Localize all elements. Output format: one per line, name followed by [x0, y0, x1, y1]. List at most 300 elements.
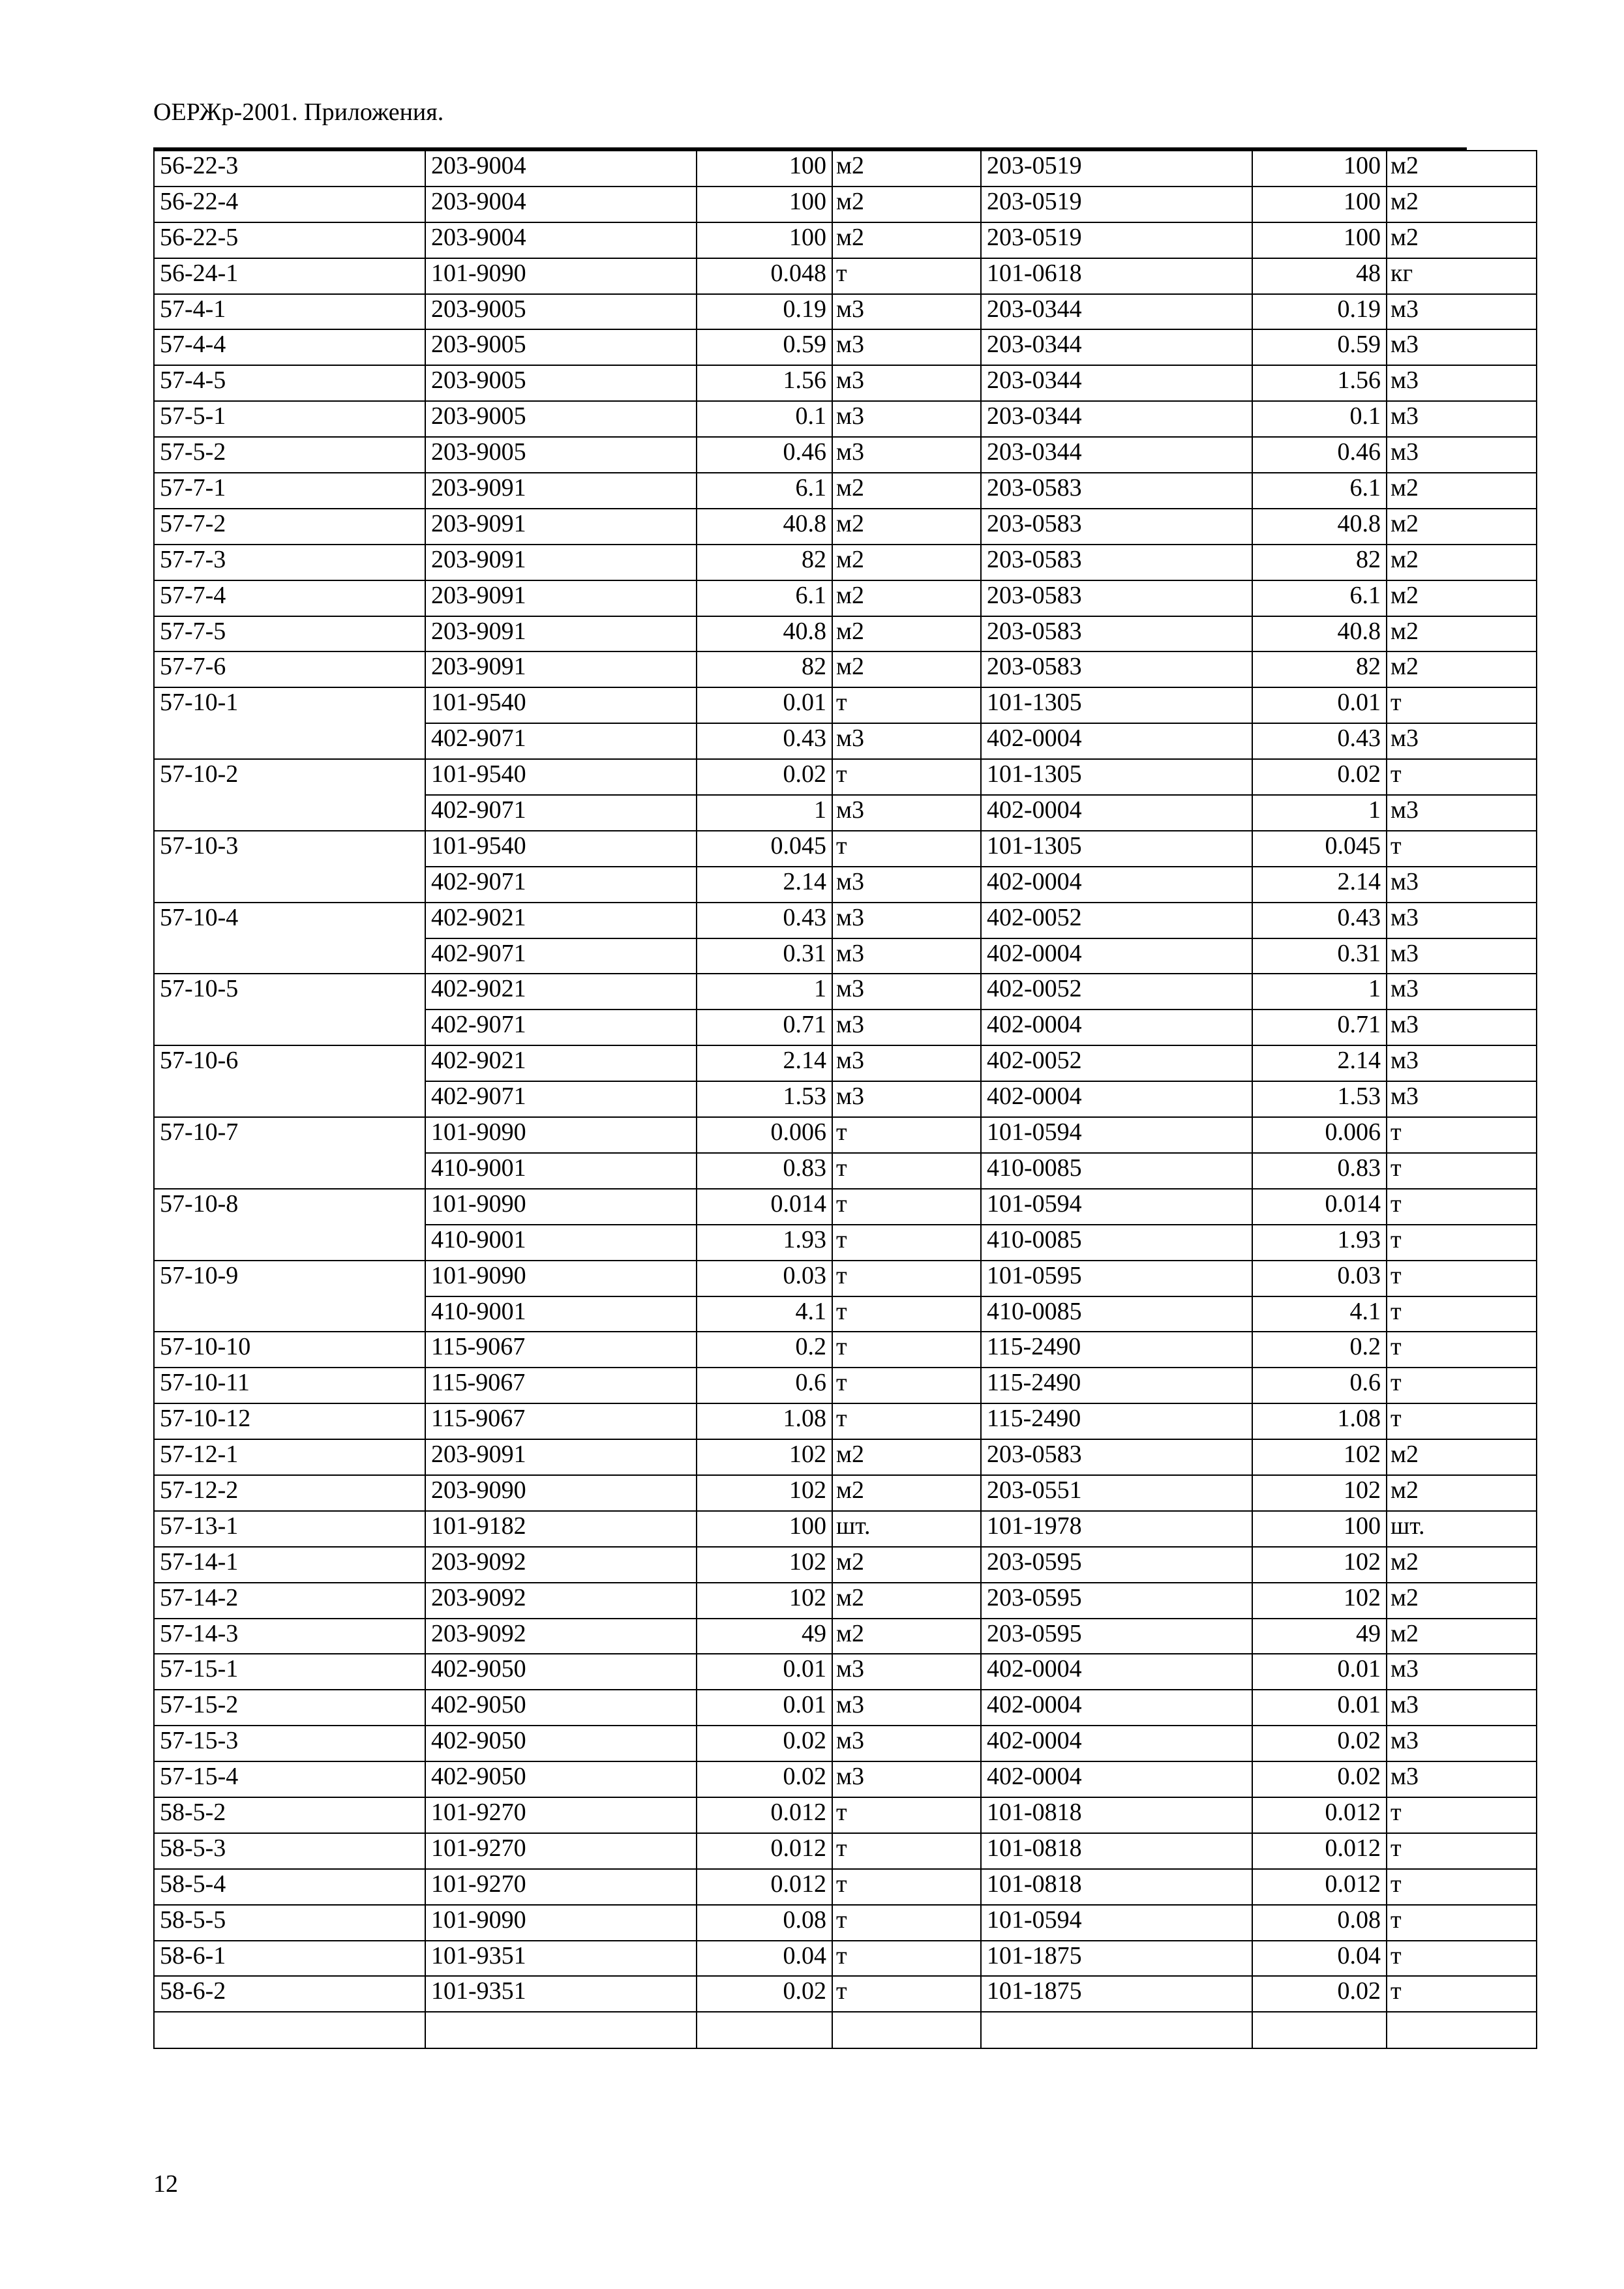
new-qty-cell: 102 [1252, 1547, 1387, 1583]
table-row [154, 651, 1537, 687]
new-code-cell: 115-2490 [981, 1332, 1252, 1368]
old-qty-cell: 102 [697, 1583, 832, 1619]
table-row [154, 1117, 1537, 1153]
empty-cell [981, 2012, 1252, 2048]
new-code-cell: 101-0818 [981, 1797, 1252, 1833]
old-qty-cell: 0.02 [697, 1761, 832, 1797]
new-code-cell: 101-1875 [981, 1976, 1252, 2012]
old-code-cell: 203-9091 [425, 651, 697, 687]
new-unit-cell: т [1387, 1869, 1537, 1905]
old-qty-cell: 1.53 [697, 1081, 832, 1117]
empty-cell [1387, 2012, 1537, 2048]
old-qty-cell: 0.6 [697, 1368, 832, 1403]
norm-code-cell: 57-10-9 [154, 1261, 425, 1332]
table-row [154, 1403, 1537, 1439]
old-qty-cell: 100 [697, 151, 832, 187]
old-qty-cell: 82 [697, 545, 832, 580]
old-qty-cell: 100 [697, 187, 832, 222]
norm-code-cell: 57-10-10 [154, 1332, 425, 1368]
old-unit-cell: т [832, 1941, 981, 1977]
new-qty-cell: 6.1 [1252, 473, 1387, 509]
new-unit-cell: шт. [1387, 1511, 1537, 1547]
new-qty-cell: 0.03 [1252, 1261, 1387, 1296]
new-code-cell: 402-0004 [981, 723, 1252, 759]
table-row [154, 1905, 1537, 1941]
new-qty-cell: 0.43 [1252, 903, 1387, 938]
old-unit-cell: м3 [832, 1726, 981, 1761]
old-unit-cell: т [832, 258, 981, 294]
old-unit-cell: м3 [832, 1045, 981, 1081]
old-code-cell: 402-9071 [425, 795, 697, 831]
old-unit-cell: т [832, 831, 981, 867]
old-unit-cell: м2 [832, 473, 981, 509]
old-qty-cell: 0.19 [697, 294, 832, 330]
old-unit-cell: м2 [832, 616, 981, 652]
new-qty-cell: 0.01 [1252, 1690, 1387, 1726]
new-qty-cell: 0.1 [1252, 401, 1387, 437]
new-code-cell: 410-0085 [981, 1225, 1252, 1261]
old-qty-cell: 49 [697, 1619, 832, 1654]
new-code-cell: 101-0594 [981, 1117, 1252, 1153]
new-unit-cell: м2 [1387, 1619, 1537, 1654]
new-qty-cell: 0.83 [1252, 1153, 1387, 1189]
old-qty-cell: 4.1 [697, 1296, 832, 1332]
norm-code-cell: 56-22-3 [154, 151, 425, 187]
table-row [154, 687, 1537, 723]
new-unit-cell: м2 [1387, 651, 1537, 687]
new-unit-cell: м3 [1387, 1010, 1537, 1045]
new-unit-cell: м2 [1387, 1583, 1537, 1619]
old-code-cell: 115-9067 [425, 1403, 697, 1439]
new-code-cell: 402-0004 [981, 1726, 1252, 1761]
new-unit-cell: м3 [1387, 1045, 1537, 1081]
new-code-cell: 203-0519 [981, 222, 1252, 258]
norm-code-cell: 57-14-3 [154, 1619, 425, 1654]
table-row [154, 1439, 1537, 1475]
table-row [154, 437, 1537, 473]
old-code-cell: 410-9001 [425, 1296, 697, 1332]
new-code-cell: 410-0085 [981, 1153, 1252, 1189]
old-qty-cell: 102 [697, 1439, 832, 1475]
old-code-cell: 203-9090 [425, 1475, 697, 1511]
norm-code-cell: 57-4-1 [154, 294, 425, 330]
new-unit-cell: м2 [1387, 187, 1537, 222]
new-unit-cell: м2 [1387, 509, 1537, 545]
table-row [154, 1368, 1537, 1403]
new-qty-cell: 82 [1252, 651, 1387, 687]
old-qty-cell: 6.1 [697, 473, 832, 509]
table-row [154, 1761, 1537, 1797]
new-code-cell: 101-0618 [981, 258, 1252, 294]
new-code-cell: 402-0004 [981, 1761, 1252, 1797]
norm-code-cell: 56-24-1 [154, 258, 425, 294]
old-qty-cell: 102 [697, 1475, 832, 1511]
new-unit-cell: м3 [1387, 795, 1537, 831]
new-code-cell: 402-0004 [981, 1690, 1252, 1726]
norm-code-cell: 57-15-2 [154, 1690, 425, 1726]
old-code-cell: 203-9091 [425, 616, 697, 652]
new-qty-cell: 0.012 [1252, 1797, 1387, 1833]
new-unit-cell: т [1387, 1941, 1537, 1977]
new-unit-cell: т [1387, 1833, 1537, 1869]
new-code-cell: 101-0818 [981, 1869, 1252, 1905]
norm-code-cell: 57-10-2 [154, 759, 425, 831]
table-row [154, 1726, 1537, 1761]
norm-code-cell: 57-7-5 [154, 616, 425, 652]
old-qty-cell: 0.31 [697, 938, 832, 974]
new-code-cell: 203-0583 [981, 473, 1252, 509]
norm-code-cell: 57-7-3 [154, 545, 425, 580]
new-code-cell: 203-0583 [981, 616, 1252, 652]
new-qty-cell: 0.01 [1252, 687, 1387, 723]
new-code-cell: 203-0344 [981, 365, 1252, 401]
new-qty-cell: 1.93 [1252, 1225, 1387, 1261]
old-unit-cell: м2 [832, 545, 981, 580]
old-unit-cell: м2 [832, 1475, 981, 1511]
norm-code-cell: 57-13-1 [154, 1511, 425, 1547]
old-code-cell: 203-9005 [425, 294, 697, 330]
new-code-cell: 203-0583 [981, 545, 1252, 580]
new-code-cell: 402-0052 [981, 1045, 1252, 1081]
new-code-cell: 402-0004 [981, 1010, 1252, 1045]
old-code-cell: 402-9071 [425, 723, 697, 759]
old-qty-cell: 0.03 [697, 1261, 832, 1296]
old-code-cell: 410-9001 [425, 1153, 697, 1189]
new-unit-cell: м3 [1387, 1761, 1537, 1797]
norm-code-cell: 57-14-2 [154, 1583, 425, 1619]
old-unit-cell: т [832, 687, 981, 723]
old-unit-cell: т [832, 1833, 981, 1869]
new-qty-cell: 40.8 [1252, 616, 1387, 652]
old-code-cell: 402-9071 [425, 1081, 697, 1117]
new-code-cell: 101-1305 [981, 759, 1252, 795]
norm-code-cell: 57-7-2 [154, 509, 425, 545]
new-qty-cell: 0.19 [1252, 294, 1387, 330]
old-unit-cell: т [832, 759, 981, 795]
table-row [154, 1619, 1537, 1654]
table-row [154, 1976, 1537, 2012]
old-code-cell: 101-9540 [425, 759, 697, 795]
new-unit-cell: м3 [1387, 294, 1537, 330]
table-row [154, 473, 1537, 509]
new-qty-cell: 48 [1252, 258, 1387, 294]
old-code-cell: 203-9091 [425, 473, 697, 509]
old-qty-cell: 0.2 [697, 1332, 832, 1368]
old-unit-cell: м3 [832, 867, 981, 903]
old-unit-cell: т [832, 1403, 981, 1439]
old-code-cell: 101-9090 [425, 1189, 697, 1225]
old-qty-cell: 0.71 [697, 1010, 832, 1045]
old-qty-cell: 0.1 [697, 401, 832, 437]
old-code-cell: 203-9004 [425, 151, 697, 187]
new-unit-cell: т [1387, 831, 1537, 867]
old-code-cell: 402-9050 [425, 1690, 697, 1726]
old-code-cell: 402-9021 [425, 974, 697, 1010]
old-qty-cell: 1 [697, 795, 832, 831]
old-code-cell: 203-9091 [425, 509, 697, 545]
old-code-cell: 402-9071 [425, 938, 697, 974]
table-row [154, 1690, 1537, 1726]
norm-code-cell: 58-5-5 [154, 1905, 425, 1941]
table-row [154, 187, 1537, 222]
old-unit-cell: м2 [832, 1583, 981, 1619]
old-unit-cell: м3 [832, 401, 981, 437]
empty-cell [832, 2012, 981, 2048]
new-code-cell: 101-0595 [981, 1261, 1252, 1296]
old-qty-cell: 0.02 [697, 759, 832, 795]
old-qty-cell: 100 [697, 222, 832, 258]
table-row [154, 258, 1537, 294]
norm-code-cell: 57-10-8 [154, 1189, 425, 1261]
new-unit-cell: м3 [1387, 329, 1537, 365]
new-code-cell: 203-0583 [981, 1439, 1252, 1475]
new-unit-cell: т [1387, 1117, 1537, 1153]
old-qty-cell: 2.14 [697, 867, 832, 903]
new-unit-cell: т [1387, 1296, 1537, 1332]
old-unit-cell: т [832, 1296, 981, 1332]
new-unit-cell: м2 [1387, 616, 1537, 652]
old-unit-cell: т [832, 1261, 981, 1296]
new-code-cell: 115-2490 [981, 1368, 1252, 1403]
old-code-cell: 203-9005 [425, 365, 697, 401]
old-code-cell: 203-9092 [425, 1547, 697, 1583]
old-qty-cell: 0.46 [697, 437, 832, 473]
norm-code-cell: 58-6-2 [154, 1976, 425, 2012]
new-code-cell: 101-1305 [981, 831, 1252, 867]
old-code-cell: 203-9092 [425, 1619, 697, 1654]
norm-code-cell: 57-7-1 [154, 473, 425, 509]
old-qty-cell: 0.01 [697, 1690, 832, 1726]
new-unit-cell: м2 [1387, 1475, 1537, 1511]
new-qty-cell: 0.02 [1252, 1761, 1387, 1797]
new-code-cell: 203-0595 [981, 1619, 1252, 1654]
old-unit-cell: м2 [832, 509, 981, 545]
new-unit-cell: м3 [1387, 1690, 1537, 1726]
old-unit-cell: м3 [832, 1761, 981, 1797]
table-row [154, 1189, 1537, 1225]
old-qty-cell: 6.1 [697, 580, 832, 616]
norm-code-cell: 58-5-2 [154, 1797, 425, 1833]
old-qty-cell: 82 [697, 651, 832, 687]
new-unit-cell: м3 [1387, 1081, 1537, 1117]
empty-cell [425, 2012, 697, 2048]
new-code-cell: 203-0583 [981, 651, 1252, 687]
table-row [154, 1511, 1537, 1547]
old-unit-cell: т [832, 1869, 981, 1905]
old-unit-cell: т [832, 1225, 981, 1261]
new-code-cell: 402-0052 [981, 903, 1252, 938]
old-qty-cell: 1.08 [697, 1403, 832, 1439]
page-header: ОЕРЖр-2001. Приложения. [153, 98, 444, 126]
old-qty-cell: 1.93 [697, 1225, 832, 1261]
old-code-cell: 203-9091 [425, 1439, 697, 1475]
new-code-cell: 203-0519 [981, 187, 1252, 222]
new-unit-cell: т [1387, 1976, 1537, 2012]
new-unit-cell: м3 [1387, 365, 1537, 401]
table-row [154, 294, 1537, 330]
old-qty-cell: 0.08 [697, 1905, 832, 1941]
old-unit-cell: м3 [832, 1654, 981, 1690]
old-code-cell: 101-9090 [425, 258, 697, 294]
resource-mapping-table [153, 150, 1537, 2049]
old-qty-cell: 0.006 [697, 1117, 832, 1153]
new-qty-cell: 1.56 [1252, 365, 1387, 401]
table-row [154, 545, 1537, 580]
norm-code-cell: 58-6-1 [154, 1941, 425, 1977]
new-unit-cell: т [1387, 1403, 1537, 1439]
old-unit-cell: м3 [832, 437, 981, 473]
norm-code-cell: 57-10-1 [154, 687, 425, 759]
norm-code-cell: 57-10-12 [154, 1403, 425, 1439]
old-qty-cell: 0.048 [697, 258, 832, 294]
new-qty-cell: 0.014 [1252, 1189, 1387, 1225]
table-row [154, 509, 1537, 545]
new-unit-cell: т [1387, 687, 1537, 723]
norm-code-cell: 57-15-4 [154, 1761, 425, 1797]
new-unit-cell: м2 [1387, 1547, 1537, 1583]
new-code-cell: 101-0818 [981, 1833, 1252, 1869]
table-row [154, 1261, 1537, 1296]
new-code-cell: 203-0551 [981, 1475, 1252, 1511]
old-unit-cell: т [832, 1189, 981, 1225]
norm-code-cell: 57-5-1 [154, 401, 425, 437]
old-code-cell: 101-9351 [425, 1976, 697, 2012]
old-unit-cell: т [832, 1976, 981, 2012]
new-code-cell: 203-0583 [981, 509, 1252, 545]
new-qty-cell: 102 [1252, 1583, 1387, 1619]
new-unit-cell: т [1387, 1189, 1537, 1225]
page-number: 12 [153, 2170, 178, 2198]
new-code-cell: 101-0594 [981, 1905, 1252, 1941]
old-code-cell: 101-9351 [425, 1941, 697, 1977]
old-unit-cell: м3 [832, 1010, 981, 1045]
old-unit-cell: м2 [832, 651, 981, 687]
new-code-cell: 115-2490 [981, 1403, 1252, 1439]
old-code-cell: 101-9270 [425, 1833, 697, 1869]
new-unit-cell: т [1387, 1261, 1537, 1296]
empty-table-row [154, 2012, 1537, 2048]
table-row [154, 329, 1537, 365]
new-code-cell: 402-0004 [981, 795, 1252, 831]
new-qty-cell: 0.43 [1252, 723, 1387, 759]
old-code-cell: 101-9090 [425, 1905, 697, 1941]
old-qty-cell: 40.8 [697, 509, 832, 545]
old-unit-cell: т [832, 1368, 981, 1403]
new-qty-cell: 0.46 [1252, 437, 1387, 473]
table-row [154, 1869, 1537, 1905]
old-qty-cell: 0.045 [697, 831, 832, 867]
new-unit-cell: м2 [1387, 222, 1537, 258]
old-code-cell: 203-9005 [425, 329, 697, 365]
old-qty-cell: 0.012 [697, 1833, 832, 1869]
new-qty-cell: 0.01 [1252, 1654, 1387, 1690]
old-code-cell: 410-9001 [425, 1225, 697, 1261]
new-unit-cell: м2 [1387, 545, 1537, 580]
norm-code-cell: 57-10-7 [154, 1117, 425, 1189]
old-code-cell: 402-9050 [425, 1726, 697, 1761]
new-qty-cell: 40.8 [1252, 509, 1387, 545]
old-qty-cell: 0.59 [697, 329, 832, 365]
old-code-cell: 115-9067 [425, 1368, 697, 1403]
norm-code-cell: 57-4-4 [154, 329, 425, 365]
old-qty-cell: 1 [697, 974, 832, 1010]
new-qty-cell: 4.1 [1252, 1296, 1387, 1332]
old-code-cell: 101-9270 [425, 1869, 697, 1905]
new-qty-cell: 1.53 [1252, 1081, 1387, 1117]
old-code-cell: 203-9092 [425, 1583, 697, 1619]
new-unit-cell: м2 [1387, 151, 1537, 187]
old-qty-cell: 0.02 [697, 1976, 832, 2012]
new-code-cell: 402-0004 [981, 1654, 1252, 1690]
new-code-cell: 203-0344 [981, 401, 1252, 437]
new-code-cell: 203-0344 [981, 294, 1252, 330]
new-code-cell: 402-0004 [981, 1081, 1252, 1117]
new-unit-cell: м2 [1387, 1439, 1537, 1475]
norm-code-cell: 57-10-6 [154, 1045, 425, 1117]
new-unit-cell: т [1387, 1332, 1537, 1368]
new-unit-cell: м3 [1387, 974, 1537, 1010]
old-unit-cell: т [832, 1905, 981, 1941]
table-body [154, 151, 1537, 2048]
new-qty-cell: 0.012 [1252, 1833, 1387, 1869]
table-row [154, 1797, 1537, 1833]
new-unit-cell: кг [1387, 258, 1537, 294]
table-row [154, 1475, 1537, 1511]
new-qty-cell: 102 [1252, 1475, 1387, 1511]
new-code-cell: 203-0595 [981, 1547, 1252, 1583]
norm-code-cell: 57-4-5 [154, 365, 425, 401]
new-qty-cell: 0.04 [1252, 1941, 1387, 1977]
new-code-cell: 203-0595 [981, 1583, 1252, 1619]
new-qty-cell: 0.71 [1252, 1010, 1387, 1045]
old-qty-cell: 0.43 [697, 903, 832, 938]
old-unit-cell: м2 [832, 1439, 981, 1475]
old-unit-cell: м3 [832, 1690, 981, 1726]
new-qty-cell: 0.59 [1252, 329, 1387, 365]
old-unit-cell: т [832, 1153, 981, 1189]
old-code-cell: 402-9050 [425, 1654, 697, 1690]
new-qty-cell: 100 [1252, 187, 1387, 222]
old-unit-cell: м2 [832, 580, 981, 616]
old-unit-cell: м2 [832, 222, 981, 258]
norm-code-cell: 56-22-5 [154, 222, 425, 258]
old-unit-cell: м3 [832, 329, 981, 365]
old-unit-cell: м3 [832, 1081, 981, 1117]
old-code-cell: 203-9005 [425, 437, 697, 473]
norm-code-cell: 57-14-1 [154, 1547, 425, 1583]
new-qty-cell: 0.02 [1252, 1726, 1387, 1761]
old-unit-cell: м3 [832, 723, 981, 759]
table-row [154, 1941, 1537, 1977]
old-unit-cell: м3 [832, 974, 981, 1010]
new-code-cell: 402-0004 [981, 938, 1252, 974]
norm-code-cell: 57-10-5 [154, 974, 425, 1045]
old-qty-cell: 1.56 [697, 365, 832, 401]
new-unit-cell: м2 [1387, 473, 1537, 509]
old-qty-cell: 0.012 [697, 1869, 832, 1905]
old-code-cell: 402-9071 [425, 867, 697, 903]
empty-cell [154, 2012, 425, 2048]
new-qty-cell: 0.2 [1252, 1332, 1387, 1368]
new-unit-cell: м3 [1387, 1726, 1537, 1761]
new-code-cell: 101-1875 [981, 1941, 1252, 1977]
new-qty-cell: 6.1 [1252, 580, 1387, 616]
new-code-cell: 410-0085 [981, 1296, 1252, 1332]
new-unit-cell: м3 [1387, 1654, 1537, 1690]
old-unit-cell: шт. [832, 1511, 981, 1547]
new-qty-cell: 0.02 [1252, 1976, 1387, 2012]
old-code-cell: 101-9182 [425, 1511, 697, 1547]
